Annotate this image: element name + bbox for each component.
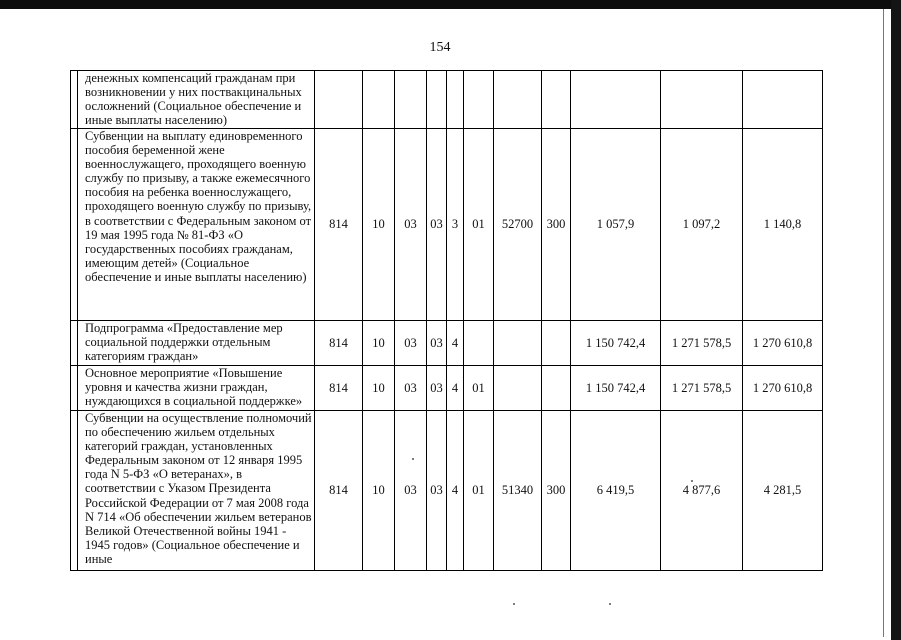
event-code: 01 (464, 129, 494, 321)
budget-table (70, 70, 823, 571)
amount-year-1: 1 057,9 (571, 129, 661, 321)
item-name: Основное мероприятие «Повышение уровня и качества жизни граждан, нуждающихся в социальной поддержке» (78, 366, 315, 411)
program-code: 03 (427, 366, 447, 411)
table-row (71, 366, 823, 411)
amount-year-3: 1 270 610,8 (743, 366, 823, 411)
row-marker (71, 321, 78, 366)
subprogram-code: 4 (447, 321, 464, 366)
scan-fold-line (883, 9, 884, 637)
amount-year-1: 1 150 742,4 (571, 366, 661, 411)
table-row (71, 129, 823, 321)
item-name: денежных компенсаций гражданам при возникновении у них поствакцинальных осложнений (Социальное обеспечение и иные выплаты населению) (78, 71, 315, 129)
amount-year-3: 1 270 610,8 (743, 321, 823, 366)
scan-edge-right (891, 0, 901, 640)
event-code (464, 321, 494, 366)
amount-year-2: 1 097,2 (661, 129, 743, 321)
program-code: 03 (427, 129, 447, 321)
scan-edge-top (0, 0, 901, 9)
amount-year-2: 1 271 578,5 (661, 321, 743, 366)
subsection-code: 03 (395, 411, 427, 571)
direction-code: 51340 (494, 411, 542, 571)
amount-year-2: 1 271 578,5 (661, 366, 743, 411)
subsection-code: 03 (395, 366, 427, 411)
program-code: 03 (427, 321, 447, 366)
section-code: 10 (363, 129, 395, 321)
expense-type-code (542, 321, 571, 366)
section-code: 10 (363, 366, 395, 411)
amount-year-1 (571, 71, 661, 129)
grbs-code: 814 (315, 366, 363, 411)
subsection-code (395, 71, 427, 129)
expense-type-code: 300 (542, 411, 571, 571)
direction-code (494, 321, 542, 366)
grbs-code: 814 (315, 129, 363, 321)
expense-type-code (542, 366, 571, 411)
subprogram-code (447, 71, 464, 129)
event-code: 01 (464, 411, 494, 571)
amount-year-3 (743, 71, 823, 129)
program-code: 03 (427, 411, 447, 571)
direction-code (494, 366, 542, 411)
direction-code: 52700 (494, 129, 542, 321)
row-marker (71, 71, 78, 129)
grbs-code: 814 (315, 321, 363, 366)
table-row (71, 71, 823, 129)
expense-type-code: 300 (542, 129, 571, 321)
amount-year-2: 4 877,6 (661, 411, 743, 571)
item-name: Субвенции на выплату единовременного пособия беременной жене военнослужащего, проходящего военную службу по призыву, а также ежемесячного пособия на ребенка военнослужащего, проходящего военную службу по призыву, в соответствии с Федеральным законом от 19 мая 1995 года № 81-ФЗ «О государственных пособиях гражданам, имеющим детей» (Социальное обеспечение и иные выплаты населению) (78, 129, 315, 321)
item-name: Подпрограмма «Предоставление мер социальной поддержки отдельным категориям граждан» (78, 321, 315, 366)
subsection-code: 03 (395, 321, 427, 366)
subprogram-code: 4 (447, 366, 464, 411)
subsection-code: 03 (395, 129, 427, 321)
scan-speck (609, 603, 611, 605)
row-marker (71, 411, 78, 571)
event-code (464, 71, 494, 129)
amount-year-1: 6 419,5 (571, 411, 661, 571)
amount-year-3: 1 140,8 (743, 129, 823, 321)
table-row (71, 411, 823, 571)
section-code (363, 71, 395, 129)
grbs-code: 814 (315, 411, 363, 571)
subprogram-code: 4 (447, 411, 464, 571)
direction-code (494, 71, 542, 129)
amount-year-3: 4 281,5 (743, 411, 823, 571)
grbs-code (315, 71, 363, 129)
event-code: 01 (464, 366, 494, 411)
expense-type-code (542, 71, 571, 129)
section-code: 10 (363, 321, 395, 366)
item-name: Субвенции на осуществление полномочий по обеспечению жильем отдельных категорий граждан, установленных Федеральным законом от 12 января 1995 года N 5-ФЗ «О ветеранах», в соответствии с Указом Президента Российской Федерации от 7 мая 2008 года N 714 «Об обеспечении жильем ветеранов Великой Отечественной войны 1941 - 1945 годов» (Социальное обеспечение и иные (78, 411, 315, 571)
scan-speck (412, 458, 414, 460)
scan-speck (691, 480, 693, 482)
row-marker (71, 366, 78, 411)
subprogram-code: 3 (447, 129, 464, 321)
program-code (427, 71, 447, 129)
page-number: 154 (429, 40, 451, 55)
table-row (71, 321, 823, 366)
amount-year-2 (661, 71, 743, 129)
scan-speck (513, 603, 515, 605)
section-code: 10 (363, 411, 395, 571)
amount-year-1: 1 150 742,4 (571, 321, 661, 366)
row-marker (71, 129, 78, 321)
